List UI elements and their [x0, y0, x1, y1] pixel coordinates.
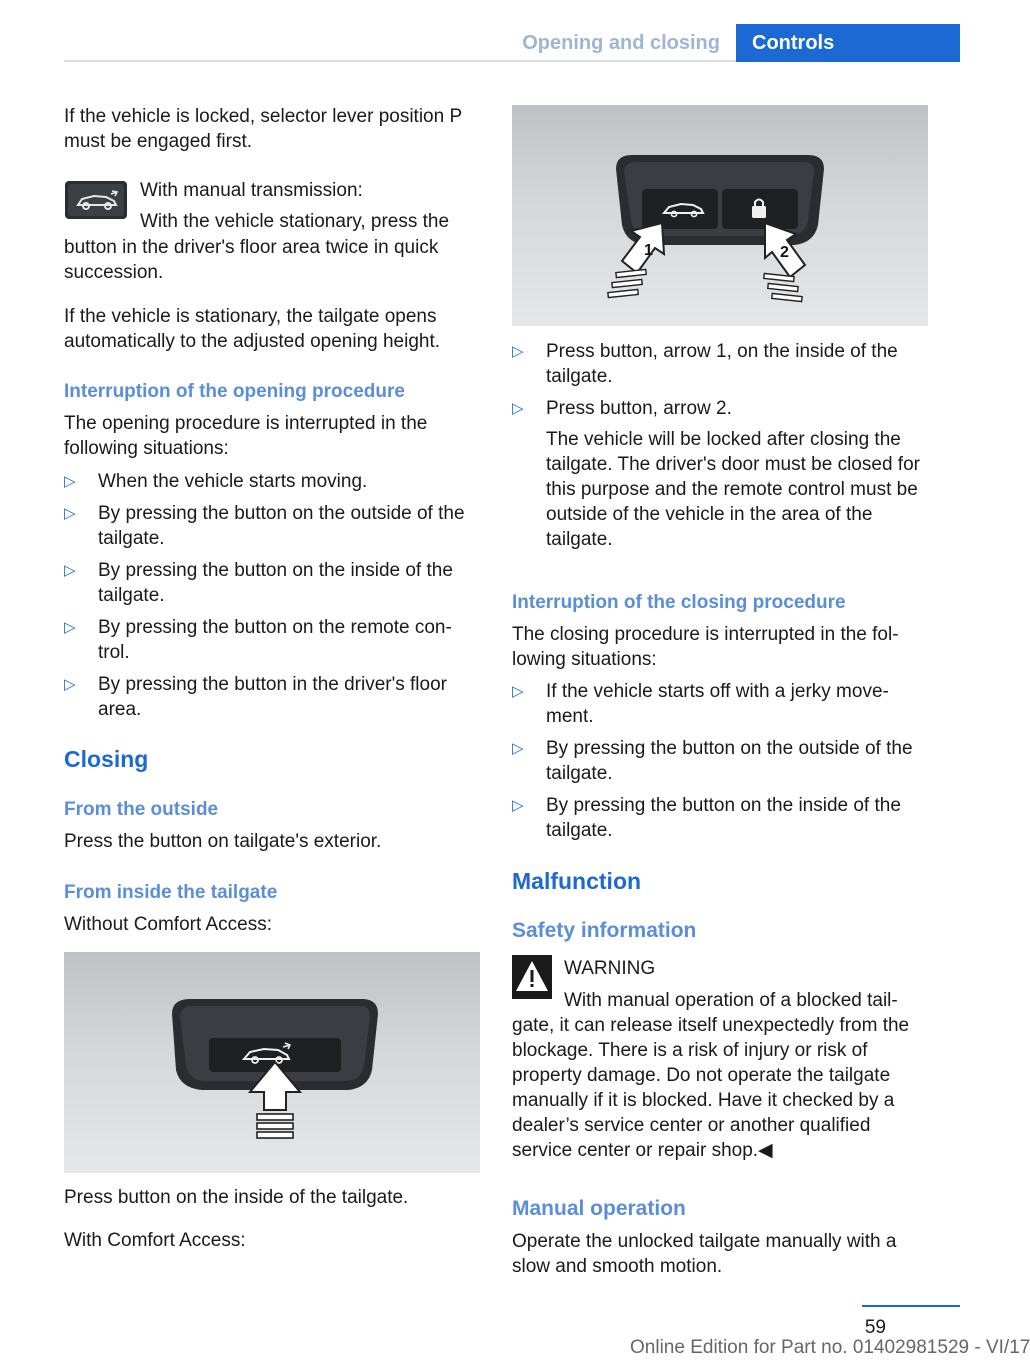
page-number: 59 — [864, 1317, 886, 1338]
tailgate-button-icon — [64, 180, 128, 220]
manual-transmission-text-start: With the vehicle stationary, press the — [140, 211, 450, 232]
bullet-triangle-icon: ▷ — [512, 400, 524, 417]
malfunction-heading: Malfunction — [512, 868, 642, 894]
figure-1-caption: Press button on the inside of the tailgate. — [64, 1187, 409, 1208]
bullet-triangle-icon: ▷ — [512, 343, 524, 360]
interruption-opening-intro: The opening procedure is interrupted in the following situations: — [64, 413, 428, 459]
step-note: The vehicle will be locked after closing the tailgate. The driver's door must be closed for this purpose and the remote control must be outside of the vehicle in the area of the tailgate. — [546, 429, 920, 550]
list-item: ▷ By pressing the button on the remote con‐trol. — [64, 617, 452, 663]
closing-heading: Closing — [64, 746, 149, 772]
closing-steps-list — [512, 339, 926, 552]
interruption-opening-list — [64, 469, 478, 729]
bullet-triangle-icon: ▷ — [512, 797, 524, 814]
with-comfort-access-text: With Comfort Access: — [64, 1230, 246, 1251]
warning-triangle-icon — [512, 955, 552, 999]
interruption-opening-heading: Interruption of the opening procedure — [64, 381, 405, 402]
list-item: ▷ By pressing the button on the outside of the tailgate. — [512, 738, 913, 784]
list-item: ▷ Press button, arrow 1, on the inside of the tailgate. — [512, 341, 898, 387]
manual-transmission-text-rest: button in the driver's floor area twice in quick succession. — [64, 237, 439, 283]
manual-transmission-title: With manual transmission: — [140, 180, 363, 201]
list-item: ▷ By pressing the button on the inside of the tailgate. — [64, 560, 453, 606]
arrow-2-label: 2 — [780, 244, 789, 261]
bullet-triangle-icon: ▷ — [64, 473, 76, 490]
header-tab-controls: Controls — [736, 24, 960, 62]
list-item: ▷ By pressing the button on the outside of the tailgate. — [64, 503, 465, 549]
warning-text-rest: gate, it can release itself unexpectedly from the blockage. There is a risk of injury or risk of property damage. Do not operate the tailgate manually if it is blocked. Have it checked by a dealer’s service center or another qualified service center or repair shop.◀ — [512, 1015, 910, 1161]
list-item: ▷ When the vehicle starts moving. — [64, 471, 368, 492]
footer-rule — [862, 1305, 960, 1307]
bullet-triangle-icon: ▷ — [512, 740, 524, 757]
from-outside-heading: From the outside — [64, 799, 219, 820]
list-item: ▷ Press button, arrow 2. The vehicle will be locked after closing the tailgate. The driver's door must be closed for this purpose and the remote control must be outside of the vehicle in the area of the tailgate. — [512, 396, 926, 552]
bullet-triangle-icon: ▷ — [64, 505, 76, 522]
bullet-triangle-icon: ▷ — [64, 619, 76, 636]
paragraph-stationary: If the vehicle is stationary, the tailgate opens automatically to the adjusted opening height. — [64, 306, 441, 352]
manual-operation-text: Operate the unlocked tailgate manually with a slow and smooth motion. — [512, 1231, 897, 1277]
footer-edition: Online Edition for Part no. 01402981529 - VI/17 — [630, 1337, 1030, 1358]
from-outside-text: Press the button on tailgate's exterior. — [64, 831, 382, 852]
warning-label: WARNING — [564, 958, 656, 979]
from-inside-heading: From inside the tailgate — [64, 882, 278, 903]
without-comfort-access-text: Without Comfort Access: — [64, 914, 273, 935]
header-section-title: Opening and closing — [522, 32, 720, 54]
safety-information-heading: Safety information — [512, 919, 697, 942]
arrow-1-label: 1 — [644, 242, 653, 259]
interruption-closing-list — [512, 679, 926, 850]
bullet-triangle-icon: ▷ — [512, 683, 524, 700]
paragraph-locked-vehicle: If the vehicle is locked, selector lever position P must be engaged first. — [64, 106, 462, 152]
warning-text-start: With manual operation of a blocked tail‐ — [564, 990, 898, 1011]
list-item: ▷ By pressing the button in the driver's floor area. — [64, 674, 447, 720]
bullet-triangle-icon: ▷ — [64, 562, 76, 579]
manual-operation-heading: Manual operation — [512, 1197, 686, 1220]
interruption-closing-intro: The closing procedure is interrupted in the fol‐lowing situations: — [512, 624, 899, 670]
tailgate-button-illustration — [64, 952, 480, 1173]
list-item: ▷ If the vehicle starts off with a jerky move‐ment. — [512, 681, 889, 727]
bullet-triangle-icon: ▷ — [64, 676, 76, 693]
tailgate-two-button-illustration — [512, 105, 928, 326]
interruption-closing-heading: Interruption of the closing procedure — [512, 592, 846, 613]
figure-inside-button — [64, 952, 480, 1173]
list-item: ▷ By pressing the button on the inside of the tailgate. — [512, 795, 901, 841]
figure-two-buttons — [512, 105, 928, 326]
